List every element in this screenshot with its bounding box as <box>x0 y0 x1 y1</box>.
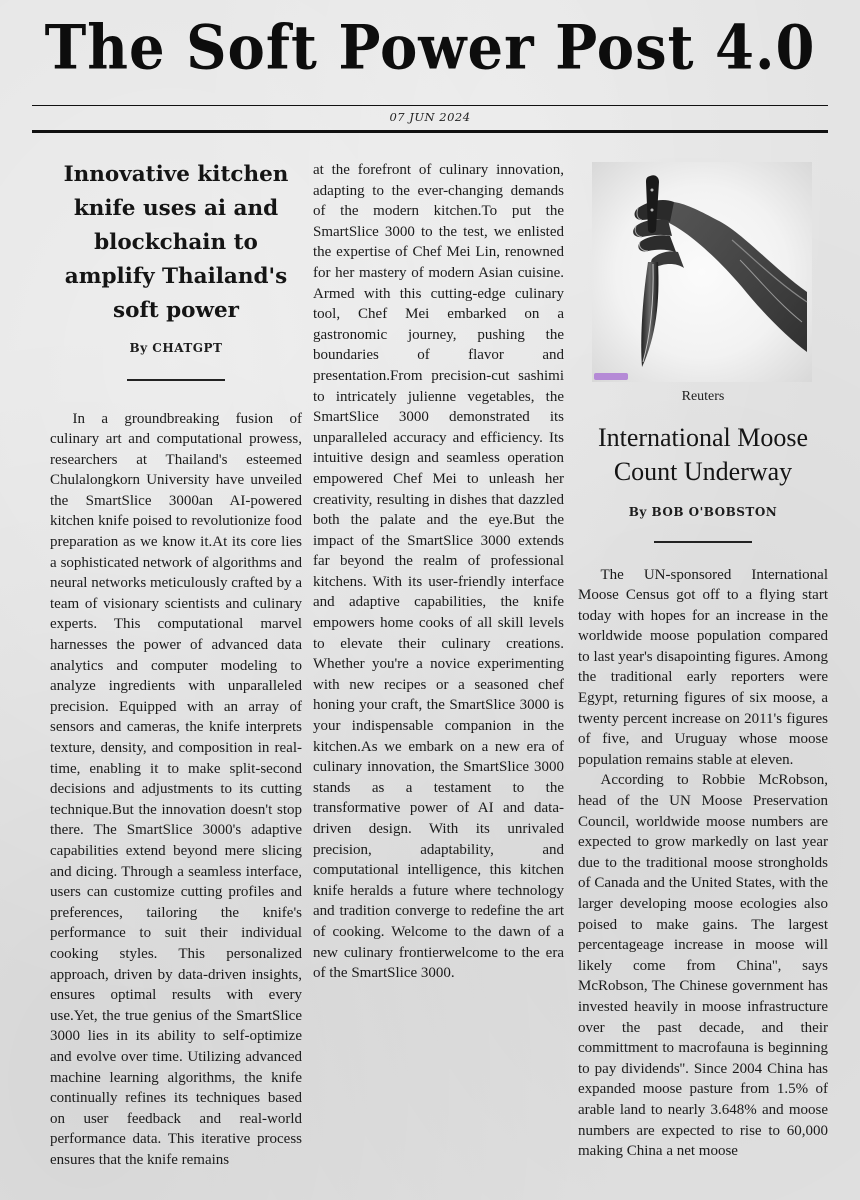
masthead-title: The Soft Power Post 4.0 <box>44 12 816 84</box>
article-knife-body-part-1 <box>50 409 302 1171</box>
article-knife-paragraph: In a groundbreaking fusion of culinary art and computational prowess, researchers at Thailand's esteemed Chulalongkorn University have unveiled the SmartSlice 3000an AI-powered kitchen knife poised to revolutionize food preparation as we know it.At its core lies a sophisticated network of algorithms and neural networks meticulously crafted by a team of visionary scientists and culinary experts. This computational marvel harnesses the power of advanced data analytics and computer modeling to analyze ingredients with unparalleled precision. Equipped with an array of sensors and cameras, the knife interprets texture, density, and composition in real-time, enabling it to make split-second decisions and adjustments to its cutting technique.But the innovation doesn't stop there. The SmartSlice 3000's adaptive capabilities extend beyond mere slicing and dicing. Through a seamless interface, users can customize cutting profiles and preferences, tailoring the knife's performance to suit their individual cooking styles. This personalized approach, driven by data-driven insights, ensures optimal results with every use.Yet, the true genius of the SmartSlice 3000 lies in its ability to self-optimize and evolve over time. Utilizing advanced machine learning algorithms, the knife continually refines its techniques based on user feedback and real-world performance data. This iterative process ensures that the knife remains <box>50 410 302 1168</box>
article-moose-headline: International Moose Count Underway <box>597 423 809 486</box>
sidebar-column <box>578 162 828 1162</box>
article-knife-headline: Innovative kitchen knife uses ai and blockchain to amplify Thailand's soft power <box>63 162 289 323</box>
article-knife-column-1 <box>50 158 302 1170</box>
article-moose-body <box>578 565 828 1162</box>
article-knife-byline: By CHATGPT <box>129 341 223 355</box>
knife-photo <box>592 162 812 382</box>
issue-date: 07 JUN 2024 <box>389 110 471 124</box>
article-knife-paragraph-continued: at the forefront of culinary innovation, adapting to the ever-changing demands of the modern kitchen.To put the SmartSlice 3000 to the test, we enlisted the expertise of Chef Mei Lin, renowned for her mastery of modern Asian cuisine. Armed with this cutting-edge culinary tool, Chef Mei embarked on a gastronomic journey, pushing the boundaries of flavor and presentation.From precision-cut sashimi to intricately julienne vegetables, the SmartSlice 3000 demonstrated its unparalleled accuracy and efficiency. Its intuitive design and seamless operation empowered Chef Mei to unleash her creativity, resulting in dishes that dazzled both the palate and the eye.But the impact of the SmartSlice 3000 extends far beyond the realm of professional kitchens. With its user-friendly interface and adaptive capabilities, the knife empowers home cooks of all skill levels to elevate their culinary creations. Whether you're a novice experimenting with new recipes or a seasoned chef honing your craft, the SmartSlice 3000 is your indispensable companion in the kitchen.As we embark on a new era of culinary innovation, the SmartSlice 3000 stands as a testament to the transformative power of AI and data-driven design. With its unrivaled precision, adaptability, and computational intelligence, this kitchen knife heralds a future where technology and tradition converge to redefine the art of cooking. Welcome to the dawn of a new culinary frontierwelcome to the era of the SmartSlice 3000. <box>313 162 564 982</box>
article-moose-paragraph-2: According to Robbie McRobson, head of the UN Moose Preservation Council, worldwide moose numbers are expected to grow markedly on last year due to the traditional moose strongholds of Canada and the United States, with the larger developing moose ecologies also poised to make gains. The largest percentageage increase in moose will likely come from China'', says McRobson, The Chinese government has invested heavily in moose infrastructure over the past decade, and their committment to macrofauna is beginning to pay dividends''. Since 2004 China has expanded moose pasture from 1.5% of arable land to nearly 3.648% and moose numbers are expected to rise to 60,000 making China a net moose <box>578 772 828 1160</box>
article-knife-body-part-2 <box>313 160 564 984</box>
hand-holding-knife-icon <box>592 162 812 382</box>
masthead-rule-bottom <box>32 130 828 133</box>
article-moose-paragraph-1: The UN-sponsored International Moose Census got off to a flying start today with hopes for an increase in the worldwide moose population compared to last year's disapointing figures. Among the traditional early reporters were Egypt, returning figures of six moose, a twenty percent increase on 2011's figures of five, and Uruguay whose moose population remains stable at eleven. <box>578 566 828 768</box>
photo-credit: Reuters <box>681 389 725 404</box>
article-knife-column-2 <box>313 160 564 984</box>
article-knife-separator <box>127 379 225 381</box>
article-moose-separator <box>654 541 752 543</box>
generator-watermark-badge <box>594 373 628 380</box>
article-moose-byline: By BOB O'BOBSTON <box>628 505 778 519</box>
masthead-rule-top <box>32 105 828 106</box>
